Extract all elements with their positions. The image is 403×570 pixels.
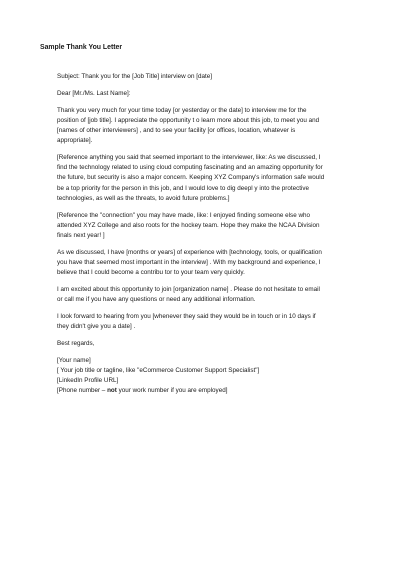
paragraph-line: appropriate]. — [57, 137, 93, 145]
signature-job-title: [ Your job title or tagline, like "eCommerce Customer Support Specialist"] — [57, 367, 260, 375]
paragraph-line: you have that seemed most important in the interview] . With my background and experience, I — [57, 259, 321, 267]
subject-line — [57, 72, 349, 82]
paragraph-5 — [57, 285, 349, 305]
paragraph-line: technologies, as well as the threats, to avoid future problems.] — [57, 194, 230, 202]
paragraph-2 — [57, 153, 349, 204]
letter-body — [57, 72, 349, 397]
signature-block — [57, 356, 349, 397]
paragraph-line: believe that I could become a contribu tor to your team very quickly. — [57, 269, 245, 277]
paragraph-6 — [57, 312, 349, 332]
phone-suffix: your work number if you are employed] — [116, 387, 228, 395]
paragraph-4 — [57, 248, 349, 279]
phone-not-emphasis: not — [107, 387, 117, 395]
phone-prefix: [Phone number – — [57, 387, 108, 395]
closing-text: Best regards, — [57, 340, 95, 348]
paragraph-line: I look forward to hearing from you [whenever they said they would be in touch or in 10 days if — [57, 313, 316, 321]
paragraph-line: position of [job title]. I appreciate the opportunity t o learn more about this job, to meet you and — [57, 116, 320, 124]
paragraph-line: find the technology related to using cloud computing fascinating and an amazing opportunity for — [57, 164, 323, 172]
paragraph-line: or call me if you have any questions or need any additional information. — [57, 296, 256, 304]
paragraph-line: be a top priority for the person in this job, and I would love to dig deepl y into the protective — [57, 184, 310, 192]
document-title: Sample Thank You Letter — [40, 44, 123, 51]
paragraph-line: [Reference anything you said that seemed important to the interviewer, like: As we discussed, I — [57, 154, 321, 161]
paragraph-line: the future, but security is also a major concern. Keeping XYZ Company's information safe would — [57, 174, 325, 182]
paragraph-line: I am excited about this opportunity to join [organization name] . Please do not hesitate to email — [57, 286, 320, 294]
paragraph-line: As we discussed, I have [months or years] of experience with [technology, tools, or qualification — [57, 248, 322, 256]
signature-name: [Your name] — [57, 356, 91, 364]
subject-text: Subject: Thank you for the [Job Title] interview on [date] — [57, 73, 212, 80]
closing — [57, 339, 349, 349]
paragraph-line: attended XYZ College and also roots for the hockey team. Hope they make the NCAA Division — [57, 221, 320, 229]
salutation-text: Dear [Mr./Ms. Last Name]: — [57, 89, 131, 97]
paragraph-3 — [57, 211, 349, 242]
paragraph-line: [Reference the "connection" you may have made, like: I enjoyed finding someone else who — [57, 211, 310, 219]
signature-phone — [57, 386, 349, 396]
signature-linkedin: [LinkedIn Profile URL] — [57, 377, 119, 385]
paragraph-line: Thank you very much for your time today [or yesterday or the date] to interview me for the — [57, 106, 307, 114]
salutation — [57, 89, 349, 99]
paragraph-1 — [57, 106, 349, 147]
paragraph-line: they didn't give you a date] . — [57, 323, 136, 331]
paragraph-line: [names of other interviewers] , and to see your facility [or offices, location, whatever is — [57, 127, 296, 134]
paragraph-line: finals next year! ] — [57, 232, 105, 240]
